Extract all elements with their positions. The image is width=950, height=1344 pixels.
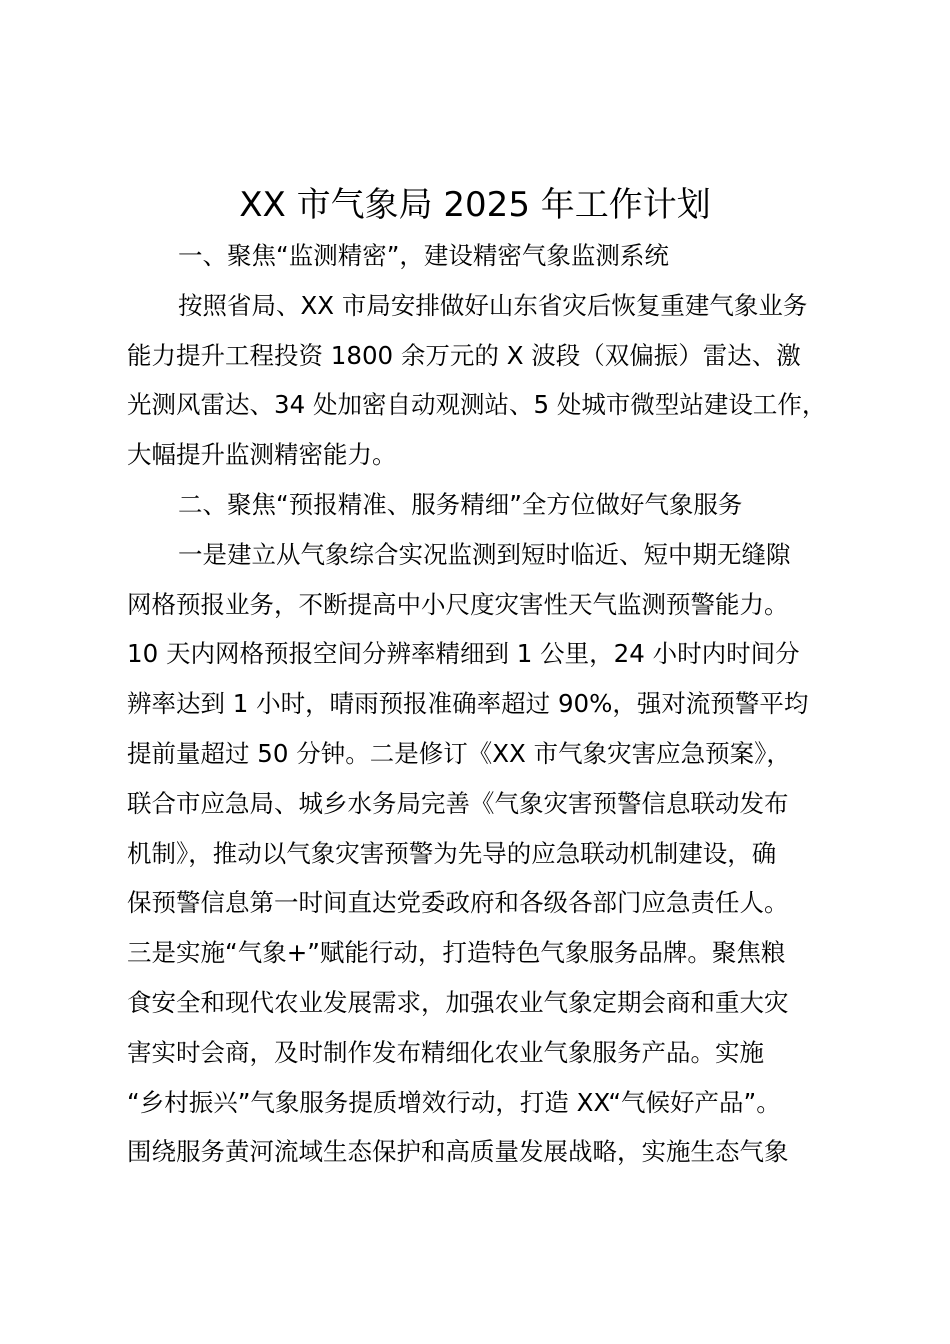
paragraph-line: 一是建立从气象综合实况监测到短时临近、短中期无缝隙: [178, 539, 791, 569]
paragraph-line: 提前量超过 50 分钟。二是修订《XX 市气象灾害应急预案》，: [127, 738, 791, 768]
paragraph-line: 围绕服务黄河流域生态保护和高质量发展战略，实施生态气象: [127, 1137, 789, 1167]
paragraph-line: 按照省局、XX 市局安排做好山东省灾后恢复重建气象业务: [178, 290, 808, 320]
paragraph-line: 能力提升工程投资 1800 余万元的 X 波段（双偏振）雷达、激: [127, 340, 801, 370]
paragraph-line: 三是实施“气象+”赋能行动，打造特色气象服务品牌。聚焦粮: [127, 938, 786, 968]
paragraph-line: 光测风雷达、34 处加密自动观测站、5 处城市微型站建设工作，: [127, 390, 827, 420]
section-heading-2: 二、聚焦“预报精准、服务精细”全方位做好气象服务: [178, 489, 743, 519]
paragraph-line: 害实时会商，及时制作发布精细化农业气象服务产品。实施: [127, 1037, 764, 1067]
paragraph-line: 机制》，推动以气象灾害预警为先导的应急联动机制建设，确: [127, 838, 777, 868]
paragraph-line: 大幅提升监测精密能力。: [127, 440, 397, 470]
paragraph-line: 10 天内网格预报空间分辨率精细到 1 公里，24 小时内时间分: [127, 639, 800, 669]
paragraph-line: “乡村振兴”气象服务提质增效行动，打造 XX“气候好产品”。: [127, 1087, 781, 1117]
paragraph-line: 保预警信息第一时间直达党委政府和各级各部门应急责任人。: [127, 888, 789, 918]
document-title: XX 市气象局 2025 年工作计划: [239, 185, 711, 225]
section-heading-1: 一、聚焦“监测精密”，建设精密气象监测系统: [178, 241, 669, 270]
paragraph-line: 辨率达到 1 小时，晴雨预报准确率超过 90%，强对流预警平均: [127, 689, 809, 719]
document-body: [127, 236, 857, 1182]
paragraph-line: 食安全和现代农业发展需求，加强农业气象定期会商和重大灾: [127, 987, 789, 1017]
paragraph-line: 联合市应急局、城乡水务局完善《气象灾害预警信息联动发布: [127, 788, 789, 818]
paragraph-line: 网格预报业务，不断提高中小尺度灾害性天气监测预警能力。: [127, 589, 789, 619]
